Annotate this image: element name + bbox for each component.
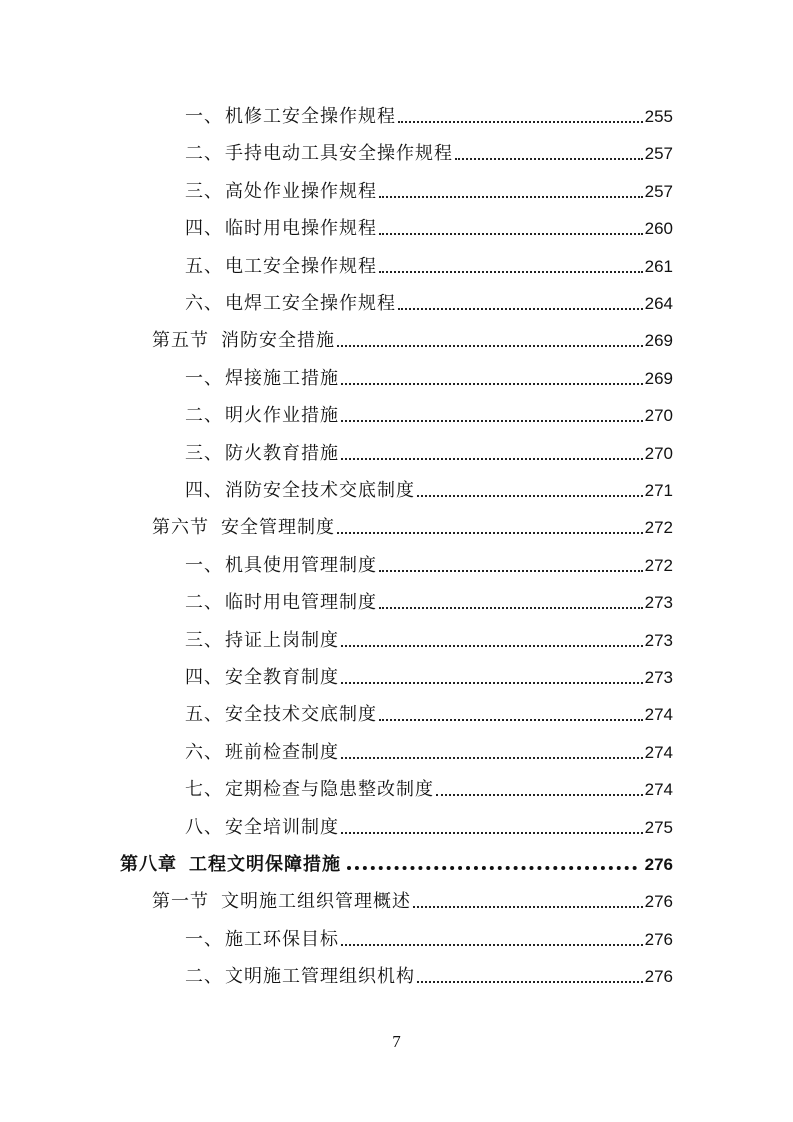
- toc-entry-number: 三、: [185, 180, 223, 202]
- toc-entry-title: [185, 592, 377, 614]
- toc-entry-page: 260: [644, 219, 673, 239]
- toc-entry-page: 261: [644, 256, 673, 276]
- toc-entry-page: 274: [644, 780, 673, 800]
- toc-entry-text: 焊接施工措施: [225, 367, 339, 389]
- toc-entry-page: 270: [644, 406, 673, 426]
- toc-entry[interactable]: [185, 736, 673, 764]
- toc-entry-title: [185, 742, 339, 764]
- toc-entry-text: 班前检查制度: [225, 741, 339, 763]
- toc-entry-title: [185, 143, 453, 165]
- toc-entry[interactable]: [185, 362, 673, 390]
- dot-leader: [379, 719, 643, 721]
- dot-leader: [337, 532, 643, 534]
- toc-entry-title: [185, 966, 415, 988]
- toc-entry[interactable]: [152, 511, 673, 539]
- dot-leader: [379, 607, 643, 609]
- toc-entry-text: 安全管理制度: [221, 517, 335, 539]
- toc-entry-title: [185, 293, 396, 315]
- toc-entry-page: 274: [644, 705, 673, 725]
- dot-leader: [341, 383, 643, 385]
- toc-entry[interactable]: [185, 661, 673, 689]
- toc-entry-title: [185, 405, 339, 427]
- dot-leader: [341, 757, 643, 759]
- toc-entry[interactable]: [185, 624, 673, 652]
- toc-entry-text: 安全培训制度: [225, 816, 339, 838]
- toc-entry-title: [185, 368, 339, 390]
- toc-entry[interactable]: [185, 586, 673, 614]
- toc-entry-page: 276: [644, 855, 673, 874]
- toc-entry-title: [185, 106, 396, 128]
- toc-entry-title: [185, 443, 339, 465]
- toc-entry-page: 273: [644, 593, 673, 613]
- toc-entry-page: 272: [644, 555, 673, 575]
- toc-entry-title: [185, 181, 377, 203]
- toc-entry-page: 269: [644, 331, 673, 351]
- toc-entry-title: [185, 817, 339, 839]
- toc-entry-number: 六、: [185, 293, 223, 314]
- toc-entry-title: [185, 480, 415, 502]
- toc-entry[interactable]: [185, 698, 673, 726]
- dot-leader: [341, 944, 643, 946]
- dot-leader: [417, 981, 643, 983]
- toc-entry-title: [120, 854, 341, 876]
- toc-entry-number: 三、: [185, 629, 223, 651]
- toc-entry-title: [185, 929, 339, 951]
- toc-entry-number: 五、: [185, 704, 223, 726]
- dot-leader: [341, 682, 643, 684]
- toc-entry-title: [152, 891, 411, 913]
- dot-leader: [417, 495, 643, 497]
- toc-entry-number: 一、: [185, 106, 223, 127]
- toc-entry[interactable]: [152, 324, 673, 352]
- toc-entry-page: 264: [644, 294, 673, 313]
- toc-entry-page: 275: [644, 817, 673, 837]
- toc-entry-page: 273: [644, 668, 673, 687]
- toc-entry-text: 安全教育制度: [225, 667, 339, 688]
- toc-entry-text: 防火教育措施: [225, 442, 339, 464]
- toc-entry-text: 临时用电操作规程: [225, 218, 377, 240]
- toc-entry-number: 四、: [185, 218, 223, 240]
- toc-entry-page: 272: [644, 518, 673, 538]
- toc-entry-title: [185, 218, 377, 240]
- dot-leader: [379, 271, 643, 273]
- dot-leader: [379, 570, 643, 572]
- dot-leader: [341, 420, 643, 422]
- toc-entry-page: 276: [644, 892, 673, 912]
- toc-entry-number: 二、: [185, 592, 223, 614]
- dot-leader: [398, 121, 643, 123]
- toc-entry[interactable]: [185, 137, 673, 165]
- toc-entry-number: 五、: [185, 255, 223, 277]
- toc-entry-page: 276: [644, 929, 673, 949]
- toc-entry[interactable]: [185, 923, 673, 951]
- toc-entry-number: 第五节: [152, 330, 209, 352]
- toc-entry[interactable]: [185, 437, 673, 465]
- toc-entry-text: 机具使用管理制度: [225, 554, 377, 576]
- toc-entry-number: 第六节: [152, 517, 209, 539]
- toc-entry-title: [185, 630, 339, 652]
- toc-entry[interactable]: [185, 960, 673, 988]
- toc-entry-text: 工程文明保障措施: [189, 854, 341, 875]
- toc-entry-number: 四、: [185, 480, 223, 501]
- toc-entry-number: 第一节: [152, 891, 209, 913]
- toc-entry[interactable]: [185, 287, 673, 315]
- toc-entry-number: 三、: [185, 442, 223, 464]
- dot-leader: [347, 866, 637, 870]
- dot-leader: [455, 158, 643, 160]
- dot-leader: [337, 345, 643, 347]
- toc-entry[interactable]: [185, 549, 673, 577]
- toc-entry-page: 274: [644, 742, 673, 762]
- toc-entry[interactable]: [185, 100, 673, 128]
- toc-entry-text: 持证上岗制度: [225, 629, 339, 651]
- toc-entry-text: 消防安全技术交底制度: [225, 480, 415, 501]
- toc-entry-number: 七、: [185, 779, 223, 801]
- toc-entry-text: 安全技术交底制度: [225, 704, 377, 726]
- toc-entry-text: 施工环保目标: [225, 928, 339, 950]
- toc-entry-number: 一、: [185, 367, 223, 389]
- toc-entry[interactable]: [120, 848, 673, 876]
- toc-entry-number: 一、: [185, 928, 223, 950]
- toc-entry-text: 明火作业措施: [225, 405, 339, 427]
- toc-entry-page: 271: [644, 481, 673, 500]
- toc-entry-number: 二、: [185, 143, 223, 165]
- dot-leader: [341, 458, 643, 460]
- toc-entry-text: 机修工安全操作规程: [225, 106, 396, 127]
- page-number: 7: [392, 1032, 401, 1051]
- toc-entry-text: 高处作业操作规程: [225, 180, 377, 202]
- toc-entry[interactable]: [152, 885, 673, 913]
- toc-entry-title: [185, 555, 377, 577]
- toc-entry[interactable]: [185, 811, 673, 839]
- toc-entry-page: 273: [644, 630, 673, 650]
- toc-entry-text: 文明施工组织管理概述: [221, 891, 411, 913]
- toc-entry-number: 二、: [185, 405, 223, 427]
- toc-entry-number: 二、: [185, 966, 223, 988]
- toc-entry-title: [185, 256, 377, 278]
- toc-entry-page: 257: [644, 181, 673, 201]
- toc-entry-page: 255: [644, 107, 673, 126]
- dot-leader: [341, 832, 643, 834]
- toc-entry-number: 第八章: [120, 854, 177, 875]
- toc-entry[interactable]: [185, 250, 673, 278]
- toc-entry-number: 一、: [185, 554, 223, 576]
- toc-entry-text: 消防安全措施: [221, 330, 335, 352]
- toc-entry-page: 276: [644, 967, 673, 987]
- toc-entry-text: 手持电动工具安全操作规程: [225, 143, 453, 165]
- toc-entry-text: 电工安全操作规程: [225, 255, 377, 277]
- dot-leader: [341, 645, 643, 647]
- toc-entry-title: [185, 779, 434, 801]
- toc-entry-title: [152, 517, 335, 539]
- toc-entry-title: [185, 704, 377, 726]
- toc-entry[interactable]: [185, 212, 673, 240]
- dot-leader: [379, 233, 643, 235]
- toc-entry-page: 269: [644, 368, 673, 388]
- toc-entry[interactable]: [185, 399, 673, 427]
- toc-entry-page: 257: [644, 144, 673, 164]
- dot-leader: [436, 794, 643, 796]
- toc-entry[interactable]: [185, 773, 673, 801]
- toc-entry-number: 四、: [185, 667, 223, 688]
- toc-entry-text: 定期检查与隐患整改制度: [225, 779, 434, 801]
- toc-entry-text: 临时用电管理制度: [225, 592, 377, 614]
- toc-entry-text: 文明施工管理组织机构: [225, 966, 415, 988]
- dot-leader: [413, 906, 643, 908]
- toc-entry[interactable]: [185, 474, 673, 502]
- toc-entry-text: 电焊工安全操作规程: [225, 293, 396, 314]
- toc-entry-page: 270: [644, 443, 673, 463]
- toc-entry-number: 八、: [185, 816, 223, 838]
- toc-entry-number: 六、: [185, 741, 223, 763]
- toc-entry[interactable]: [185, 175, 673, 203]
- dot-leader: [398, 308, 643, 310]
- toc-entry-title: [185, 667, 339, 689]
- dot-leader: [379, 196, 643, 198]
- toc-entry-title: [152, 330, 335, 352]
